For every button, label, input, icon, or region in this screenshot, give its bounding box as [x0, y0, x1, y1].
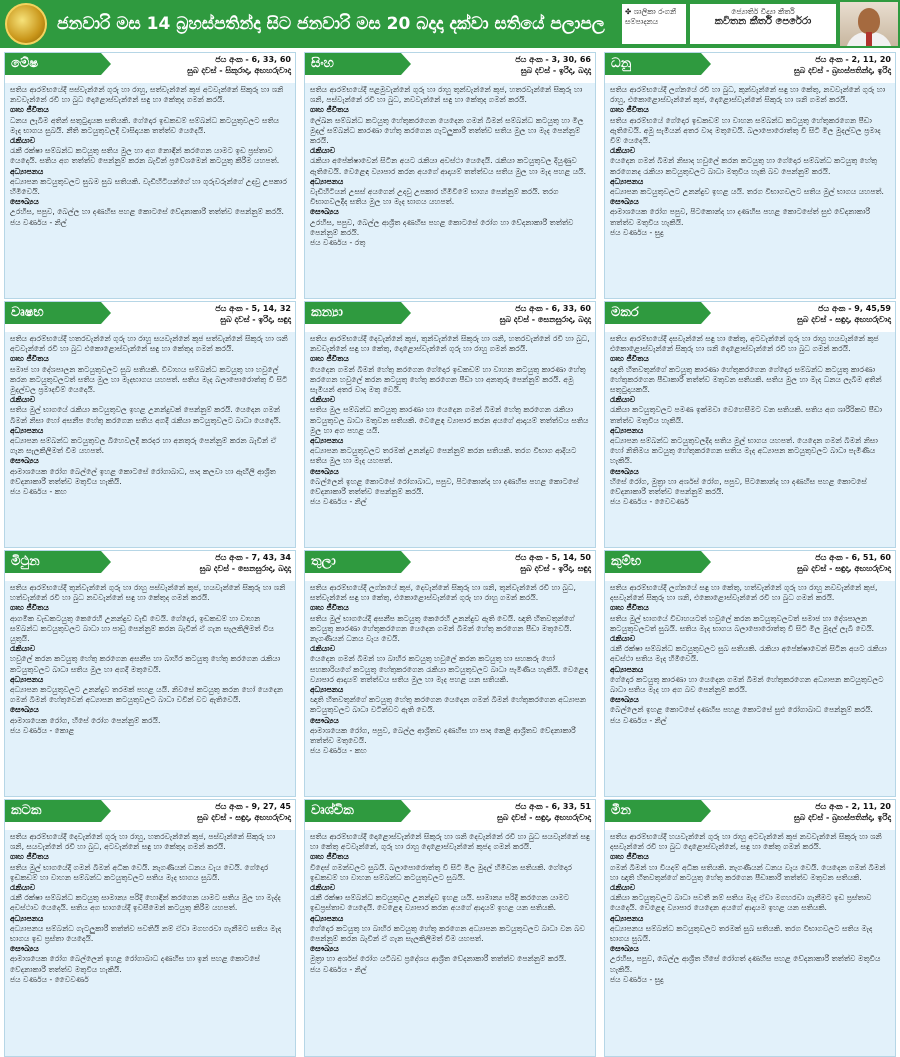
planet-positions: සතිය ආරම්භයේදී තුන්වැන්නේ ගුරු හා රාහු පස්වැන්නේ කුජ, හයවැන්නේ සිකුරු හා ශනි හත්වැන්නේ රවි හා බුධ නවවැන්නේ සඳු හා කේතුද ගමන් කරයි. [10, 583, 286, 603]
section-label-health: සෞඛ්‍යය [10, 456, 39, 466]
job-text: හවුලේ කරන කටයුතු හේතු කරගෙන අසනීප හා බාහිර කටයුතු හේතු කරගෙන රැකියා කටයුතුවලට බාධා සතිය මුල හා අගදී මතුවෙයි. [10, 654, 281, 674]
section-label-health: සෞඛ්‍යය [610, 197, 639, 207]
good-days: සුබ දවස් - සිකුරාදා, අඟහරුවාදා [187, 66, 291, 75]
section-label-health: සෞඛ්‍යය [310, 944, 339, 954]
home-life-text: සතිය ආරම්භයේ ගේදොර ඉඩකඩම් හා වාහන සම්බන්ධ කටයුතු හේතුකරගෙන පීඩා ඇතිවෙයි. අමු සැමියන් අතර වාද මතුවෙයි. බලාපොරොත්තු වී සිටි මිල මුදල්වල ප්‍රමාද වීම් යෙදෙයි. [610, 115, 881, 146]
planet-positions: සතිය ආරම්භයේදී දසවැන්නේ සඳු හා කේතු, අටවැන්නේ ගුරු හා රාහු හයවැන්නේ කුජ එකොළොස්වැන්නේ සිකුරු හා ශනි දොළොස්වැන්නේ රවි හා බුධ ගමන් කරයි. [610, 334, 879, 354]
card-header [605, 302, 895, 332]
health-text: හිසේ රෝග, මුත්‍රා හා අර්ශස් රෝග, පපුව, පිටකොන්ද හා දණහිස පහළ කොටසේ වේදනාකාරී තත්ත්ව පෙන්නුම් කරයි. [610, 476, 867, 497]
health-text: මුත්‍රා හා අර්ශස් රෝග යටිබඩ ප්‍රදේශය ආශ්‍රිත වේදනාකාරී තත්ත්ව පෙන්නුම් කරයි. [310, 954, 567, 964]
zodiac-grid [4, 52, 896, 1057]
card-header [5, 53, 295, 83]
section-label-home: ගෘහ ජීවිතය [310, 105, 349, 115]
emblem-icon [5, 3, 47, 45]
study-text: ඥාති හිතවතුන්ගේ කටයුතු හේතු කරගෙන යෙදෙන ගමන් බිමන් හේතුකරගෙන අධ්‍යාපන කටයුතුවලට බාධා වටින්වට ඇති වෙයි. [310, 695, 587, 715]
page-title: ජනවාරි මස 14 බ්‍රහස්පතින්දා සිට ජනවාරි මස 20 බදාදා දක්වා සතියේ පලාපල [57, 14, 605, 34]
section-label-home: ගෘහ ජීවිතය [10, 852, 49, 862]
zodiac-card [604, 799, 896, 1057]
good-days: සුබ දවස් - බ්‍රහස්පතින්දා, ඉරිදා [793, 66, 891, 75]
section-label-home: ගෘහ ජීවිතය [10, 105, 49, 115]
lucky-info [794, 801, 891, 823]
health-text: උරහිස, පපුව, බෙල්ල හා දණහිස පහළ කොටසේ වේදනාකාරී තත්ත්ව පෙන්නුම් කරයි. [10, 207, 284, 217]
lucky-color: ජය වර්ණය - වෛවර්ණ [610, 497, 689, 507]
lucky-info [794, 54, 891, 76]
planet-positions: සතිය ආරම්භයේදී ලග්නයේ සඳු හා කේතු, හත්වැන්නේ ගුරු හා රාහු නවවැන්නේ කුජ, දසවැන්නේ සිකුරු හා ශනි, එකොළොස්වැන්නේ රවි හා බුධ ගමන් කරයි. [610, 583, 878, 603]
zodiac-card [304, 550, 596, 797]
job-text: සතිය මුල් භාගයේ රැකියා කටයුතුවල ඉහළ උනන්දුවක් පෙන්නුම් කරයි. යෙදෙන ගමන් බිමන් නිසා හෝ අසනීප හේතු කරගෙන සතිය අගදී රැකියා කටයුතුවලට බාධා යෙදෙයි. [10, 405, 282, 425]
good-days: සුබ දවස් - සඳුදා, අඟහරුවාදා [497, 813, 591, 822]
lucky-numbers: ජය අංක - 6, 51, 60 [815, 553, 891, 562]
compiler-role: සම්පාදනය [625, 17, 659, 26]
lucky-color: ජය වර්ණය - කොළ [10, 725, 75, 735]
card-body [305, 332, 595, 507]
lucky-color: ජය වර්ණය - වෛවර්ණ [10, 974, 89, 984]
good-days: සුබ දවස් - ඉරිදා, සඳුදා [520, 564, 591, 573]
card-body [605, 581, 895, 726]
section-label-home: ගෘහ ජීවිතය [610, 105, 649, 115]
section-label-home: ගෘහ ජීවිතය [310, 603, 349, 613]
lucky-color: ජය වර්ණය - නිල් [310, 497, 367, 507]
zodiac-card [604, 301, 896, 548]
home-life-text: විදෙස් ගමන්වලට සුබයි. බලාපොරොත්තු වී සිටි මිල මුදල් හිමිවන සතියකි. ගේදොර ඉඩකඩම් හා වාහන සම්බන්ධ කටයුතුවලට සුබයි. [310, 862, 572, 882]
section-label-job: රැකියාව [10, 395, 36, 405]
section-label-study: අධ්‍යාපනය [610, 913, 644, 923]
good-days: සුබ දවස් - සඳුදා, අඟහරුවාදා [797, 315, 891, 324]
card-header [305, 800, 595, 830]
lucky-numbers: ජය අංක - 9, 45,59 [818, 304, 891, 313]
sign-name: මේෂ [5, 53, 101, 75]
lucky-color: ජය වර්ණය - කහ [10, 487, 67, 497]
sign-name: කන්‍යා [305, 302, 401, 324]
card-body [5, 83, 295, 228]
study-text: අධ්‍යාපනය සම්බන්ධ ගැටලුකාරී තත්ත්ව පවතියි නම් ඒවා මගහරවා ගැනීමට සතිය මැද භාගය ඉඩ ප්‍රස්තා යෙදෙයි. [10, 923, 282, 944]
card-header [5, 800, 295, 830]
study-text: ගේදොර කටයුතු කාරණා හා යෙදෙන ගමන් බිමන් හේතුකරගෙන අධ්‍යාපන කටයුතුවලට බාධා සතිය මැද හා අග බව පෙන්නුම් කරයි. [610, 674, 884, 695]
job-text: රැකී රක්ෂා සම්බන්ධ කටයුතුවල උනන්දුව ඉහළ යයි. සාමාන්‍ය පරිදි කරගෙන යාමට ඉඩප්‍රස්තාව යෙදෙයි. වෙළෙඳ ව්‍යාපාර කරන අයගේ ආදායම් ඉහළ යන සතියකි. [310, 893, 570, 913]
sign-name: සිංහ [305, 53, 401, 75]
home-life-text: සමාජ හා දේශපාලන කටයුතුවලට සුබ සතියකි. විවාහය සම්බන්ධ කටයුතු හා හවුලේ කරන කටයුතුවලටත් සතිය මුල හා මැදභාගය යහපත්. සතිය මැද බලාපොරොත්තු වී සිටි මුදල්වල ප්‍රමාදවීම් යෙදෙයි. [10, 364, 288, 395]
card-body [605, 83, 895, 238]
section-label-study: අධ්‍යාපනය [310, 913, 344, 923]
section-label-home: ගෘහ ජීවිතය [610, 852, 649, 862]
card-header [305, 53, 595, 83]
lucky-info [515, 54, 591, 76]
section-label-study: අධ්‍යාපනය [10, 166, 44, 176]
section-label-health: සෞඛ්‍යය [610, 944, 639, 954]
section-label-health: සෞඛ්‍යය [610, 466, 639, 476]
health-text: බෙල්ලෙන් ඉහළ කොටසේ රෝගාබාධ, පපුව, පිටකොන්ද හා දණහිස පහළ කොටසේ වේදනාකාරී තත්ත්ව පෙන්නුම් කරයි. [310, 476, 579, 497]
home-life-text: සතිය මුල් භාගයේ විවාහයටත් හවුලේ කරන කටයුතුවලටත් සමාජ හා දේශපාලන කටයුතුවලටත් සුබයි. සතිය මැද භාගය බලාපොරොත්තු වී සිටි මිල මුදල් ලැබී වෙයි. [610, 613, 875, 633]
card-body [605, 332, 895, 507]
home-life-text: යෙදෙන ගමන් බිමන් හේතු කරගෙන ගේදොර ඉඩකඩම් හා වාහන කටයුතු කාරණා හේතු කරගෙන හවුලේ කරන කටයුතු හේතු කරගෙන පීඩා හා අනතුරු පෙන්නුම් කරයි. අමු සැමියන් අතර වාද මතු වෙයි. [310, 364, 586, 395]
card-body [5, 830, 295, 985]
lucky-color: ජය වර්ණය - රතු [310, 238, 366, 248]
section-label-job: රැකියාව [610, 883, 636, 893]
card-header [5, 551, 295, 581]
lucky-numbers: ජය අංක - 3, 30, 66 [515, 55, 591, 64]
section-label-health: සෞඛ්‍යය [310, 207, 339, 217]
card-header [5, 302, 295, 332]
lucky-numbers: ජය අංක - 5, 14, 50 [515, 553, 591, 562]
job-text: රැකියා කටයුතුවලට පමණ ඉක්මවා වෙහෙසීමට වන සතියකි. සතිය අග ශාරීරිකව පීඩා තත්ත්ව මතුවිය හැකියි. [610, 405, 882, 425]
astrologer-photo [840, 2, 898, 46]
home-life-text: සතිය මුල් භාගයේදී ගමන් බිමන් අධික වෙයි. නැගණියන් ධනය වැය වෙයි. ගේදොර ඉඩකඩම් හා වාහන සම්බන්ධ කටයුතුවලට සතිය මැද භාගය සුබයි. [10, 862, 269, 882]
good-days: සුබ දවස් - ඉරිදා, බදාදා [520, 66, 591, 75]
lucky-color: ජය වර්ණය - නිල් [610, 715, 667, 725]
card-header [605, 53, 895, 83]
sign-name: කටක [5, 800, 101, 822]
section-label-health: සෞඛ්‍යය [310, 466, 339, 476]
section-label-home: ගෘහ ජීවිතය [310, 354, 349, 364]
health-text: ආමාශයෙක රෝග, පපුව, බෙල්ල ආශ්‍රිතව දණහිස හා පාද කෙළි ආශ්‍රිතව වේදනාකාරී තත්ත්ව මතුවෙයි. [310, 725, 576, 746]
section-label-study: අධ්‍යාපනය [10, 425, 44, 435]
planet-positions: සතිය ආරම්භයේදී දෙවැන්නේ ගුරු හා රාහු, හතරවැන්නේ කුජ, පස්වැන්නේ සිකුරු හා ශනි, සයවැන්නේ රවි හා බුධ, අටවැන්නේ සඳු හා කේතුද ගමන් කරයි. [10, 832, 276, 852]
study-text: වැඩිහිටියන් උසස් අයගෙන් උදවු උපකාර හිමිවීමේ භාග්‍ය පෙන්නුම් කරයි. තරග විභාගවලදීද සතිය මුල හා මැද භාගය යහපත්. [310, 187, 559, 207]
sign-name: වෘශ්චික [305, 800, 401, 822]
planet-positions: සතිය ආරම්භයේදී දෙවැන්නේ කුජ, තුන්වැන්නේ සිකුරු හා ශනි, හතරවැන්නේ රවි හා බුධ, නවවැන්නේ සඳු හා කේතු, දොළොස්වැන්නේ ගුරු හා රාහු ගමන් කරයි. [310, 334, 590, 354]
planet-positions: සතිය ආරම්භයේදී හතරවැන්නේ ගුරු හා රාහු සයවැන්නේ කුජ සත්වැන්නේ සිකුරු හා ශනි අටවැන්නේ රවි හා බුධ එකොළොස්වැන්නේ සඳු හා කේතුද ගමන් කරයි. [10, 334, 288, 354]
health-text: උරහිස, පපුව, බෙල්ල ආශ්‍රිත දණහිස පහළ කොටසේ රෝග හා වේදනාකාරී තත්ත්ව පෙන්නුම් කරයි. [310, 217, 574, 237]
zodiac-card [604, 52, 896, 299]
health-text: ආමාශයෙක රෝග බෙල්ලෙන් ඉහළ රෝගාබාධ දණහිස හා ඉන් පහළ කොටසේ වේදනාකාරී තත්ත්ව මතුවිය හැකියි. [10, 954, 260, 974]
home-life-text: ගමන් බිමන් හා වියදම් අධික සතියකි. නැගණියන් ධනය වැය වෙයි. යෙදෙන ගමන් බිමන් හා ඥාති හිතවතුන්ගේ කටයුතු හේතු කරගෙන පීඩාකාරී තත්ත්ව මතුවන සතියකි. [610, 862, 886, 882]
good-days: සුබ දවස් - ඉරිදා, සඳුදා [220, 315, 291, 324]
lucky-numbers: ජය අංක - 6, 33, 51 [515, 802, 591, 811]
lucky-color: ජය වර්ණය - නිල් [310, 964, 367, 974]
sign-name: තුලා [305, 551, 401, 573]
home-life-text: ආගමික වැඩකටයුතු කෙරෙහි උනන්දුව වැඩි වෙයි. ගේදොර, ඉඩකඩම් හා වාහන සම්බන්ධ කටයුතුවලට බාධා හා පාඩු පෙන්නුම් කරන බැවින් ඒ ගැන සැලකිලිමත් විය යුතුයි. [10, 613, 274, 644]
section-label-job: රැකියාව [310, 644, 336, 654]
study-text: අධ්‍යාපන කටයුතුවලට උනන්දුව තරමක් පහළ යයි. නිවසේ කටයුතු කරන හෝ යෙදෙන ගමන් බිමන් හේතුවෙන් අධ්‍යාපන කටයුතුවලට බාධා වවින් වට ඇතිවෙයි. [10, 685, 283, 705]
lucky-info [197, 801, 291, 823]
section-label-job: රැකියාව [10, 883, 36, 893]
card-header [305, 302, 595, 332]
health-text: ආමාශයෙක රෝග, හිසේ රෝග පෙන්නුම් කරයි. [10, 715, 161, 725]
planet-positions: සතිය ආරම්භයේදී හයවැන්නේ ගුරු හා රාහු අටවැන්නේ කුජ නවවැන්නේ සිකුරු හා ශනි දසවැන්නේ රවි හා බුධ දොළොස්වැන්නේ, සඳු හා කේතු ගමන් කරයි. [610, 832, 882, 852]
good-days: සුබ දවස් - සඳුදා, අඟහරුවාදා [197, 813, 291, 822]
study-text: අධ්‍යාපනය සම්බන්ධ කටයුතුවලට තරමක් සුබ සතියකි. තරග විභාගවලට සතිය මැද භාගය සුබයි. [610, 923, 873, 944]
card-header [605, 800, 895, 830]
zodiac-card [4, 799, 296, 1057]
section-label-study: අධ්‍යාපනය [610, 425, 644, 435]
zodiac-card [4, 550, 296, 797]
sign-name: මීන [605, 800, 701, 822]
lucky-color: ජය වර්ණය - කහ [310, 746, 367, 756]
planet-positions: සතිය ආරම්භයේදී ලග්නයේ කුජ, දෙවැන්නේ සිකුරු හා ශනි, තුන්වැන්නේ රවි හා බුධ, සත්වැන්නේ සඳු හා කේතු, එකොළොස්වැන්නේ ගුරු හා රාහු ගමන් කරයි. [310, 583, 576, 603]
section-label-job: රැකියාව [610, 146, 636, 156]
lucky-info [187, 54, 291, 76]
section-label-study: අධ්‍යාපනය [10, 674, 44, 684]
health-text: ආමාශයෙක රෝග පපුව, පිටකොන්ද හා දණහිස පහළ කොටසේත් සුළු වේදනාකාරී තත්ත්ව මතුවිය හැකියි. [610, 207, 871, 227]
job-text: යෙදෙන ගමන් බිමන් හා බාහිර කටයුතු හවුලේ කරන කටයුතු හා සහකරු හෝ සහකාරියගේ කටයුතු හේතුකරගෙන රැකියා කටයුතුවලට බාධා පැමිණිය හැකියි. වෙළෙඳ ව්‍යාපාර ආදායම් තත්ත්වය සතිය මුල හා මැද පහළ යන සතියකි. [310, 654, 589, 684]
card-body [5, 332, 295, 497]
lucky-numbers: ජය අංක - 9, 27, 45 [215, 802, 291, 811]
home-life-text: ලේඛන සම්බන්ධ කටයුතු හේතුකරගෙන යෙදෙන ගමන් බිමන් සම්බන්ධ කටයුතු හා මිල මුදල් සම්බන්ධ කාරණා හේතු කරගෙන ගැටලුකාරී තත්ත්ව සතිය මුල හා මැද පෙන්නුම් කරයි. [310, 115, 584, 146]
section-label-study: අධ්‍යාපනය [310, 176, 344, 186]
job-text: රැකී රක්ෂා සම්බන්ධ කටයුතු සතිය මුල හා අග නොඳින් කරගෙන යාමට ඉඩ ප්‍රස්තාව යෙදෙයි. සතිය අග තත්ත්ව පෙන්නුම් කරන බැවින් ප්‍රවේශමෙන් කටයුතු කිරීම යහපත්. [10, 146, 280, 166]
job-text: රැකියා කටයුතුවලට බාධා පවතී නම් සතිය මැද ඒවා මගහරවා ගැනීමට ඉඩ ප්‍රස්තාව යෙදෙයි. වෙළෙඳ ව්‍යාපාර යෙදෙන අයගේ ආදායම ඉහළ යන සතියකි. [610, 893, 872, 913]
lucky-numbers: ජය අංක - 5, 14, 32 [215, 304, 291, 313]
home-life-text: ඥාති හිතවතුන්ගේ කටයුතු කාරණා හේතුකරගෙන ගේදොර සම්බන්ධ කටයුතු කාරණා හේතුකරගෙන පීඩාකාරී තත්ත්ව මතුවන සතියකි. සතිය මුල හා මැද ධනය ලැබීම අතින් සතුටුදායකයි. [610, 364, 882, 395]
lucky-info [515, 552, 591, 574]
section-label-job: රැකියාව [10, 644, 36, 654]
section-label-study: අධ්‍යාපනය [610, 664, 644, 674]
compiler-credit [622, 4, 686, 44]
zodiac-card [304, 52, 596, 299]
sign-name: මකර [605, 302, 701, 324]
lucky-color: ජය වර්ණය - සුදු [610, 227, 664, 237]
card-body [305, 83, 595, 248]
section-label-health: සෞඛ්‍යය [310, 715, 339, 725]
health-text: බෙල්ලෙන් ඉහළ කොටසේ දණහිස පහළ කොටසේ සුළු රෝගාබාධ පෙන්නුම් කරයි. [610, 705, 873, 715]
card-header [605, 551, 895, 581]
planet-positions: සතිය ආරම්භයේදී පළමුවැන්නේ ගුරු හා රාහු තුන්වැන්නේ කුජ, හතරවැන්නේ සිකුරු හා ශනි, පස්වැන්නේ රවි හා බුධ, නවවැන්නේ සඳු හා කේතුද ගමන් කරයි. [310, 85, 583, 105]
lucky-numbers: ජය අංක - 6, 33, 60 [215, 55, 291, 64]
section-label-home: ගෘහ ජීවිතය [10, 603, 49, 613]
lucky-info [797, 552, 891, 574]
lucky-info [797, 303, 891, 325]
section-label-health: සෞඛ්‍යය [10, 944, 39, 954]
section-label-home: ගෘහ ජීවිතය [610, 603, 649, 613]
lucky-info [215, 303, 291, 325]
card-body [5, 581, 295, 736]
section-label-health: සෞඛ්‍යය [610, 695, 639, 705]
job-text: රැකී රක්ෂා සම්බන්ධ කටයුතුවලට සුබ සතියකි. රැකියා අපේක්ෂාවෙන් සිටින අයට රැකියා අවස්ථා සතිය මැද හිමිවෙයි. [610, 644, 887, 664]
study-text: අධ්‍යාපන කටයුතුවලට සුබම සුබ සතියකි. වැඩිහිටියන්ගේ හා ගුරුවරුන්ගේ උදවු උපකාර හිමිවෙයි. [10, 176, 287, 197]
card-header [305, 551, 595, 581]
job-text: රැකී රක්ෂා සම්බන්ධ කටයුතු සාමාන්‍ය පරිදි හොඳින් කරගෙන යාමට සතිය මුල හා මැද්ද අවස්ථාව යෙදෙයි. සතිය අග භාගයේදී ඉවසීමෙන් කටයුතු කිරීම යහපත්. [10, 893, 281, 913]
lucky-color: ජය වර්ණය - නිල් [10, 217, 67, 227]
section-label-job: රැකියාව [310, 146, 336, 156]
good-days: සුබ දවස් - සෙනසුරාදා, බදාදා [199, 564, 291, 573]
card-body [605, 830, 895, 985]
good-days: සුබ දවස් - සඳුදා, අඟහරුවාදා [797, 564, 891, 573]
section-label-study: අධ්‍යාපනය [310, 685, 344, 695]
good-days: සුබ දවස් - සෙනසුරාදා, බදාදා [499, 315, 591, 324]
job-text: රැකියා අපේක්ෂාවෙන් සිටින අයට රැකියා අවස්ථා යෙදෙයි. රැකියා කටයුතුවල දියුණුව ඇතිවෙයි. වෙළෙඳ ව්‍යාපාර කරන අයගේ ආදායම් තත්ත්වය සතිය මුල හා මැද පහළ යයි. [310, 156, 587, 176]
planet-positions: සතිය ආරම්භයේදී දොළොස්වැන්නේ සිකුරු හා ශනි දෙවැන්නේ රවි හා බුධ සයවැන්නේ සඳු හා කේතු අටවැන්නේ, ගුරු හා රාහු දොළොස්වැන්නේ කුජද ගමන් කරයි. [310, 832, 590, 852]
job-text: යෙදෙන ගමන් බිමන් නිසාද හවුලේ කරන කටයුතු හා ගේදොර සම්බන්ධ කටයුතු හේතු කරගෙනද රැකියා කටයුතුවලට බාධා මතුවිය හැකි බව පෙන්නුම් කරයි. [610, 156, 877, 176]
compiler-name: ✤ ශාලිකා රංගනී [625, 7, 677, 16]
section-label-study: අධ්‍යාපනය [10, 913, 44, 923]
section-label-job: රැකියාව [10, 136, 36, 146]
job-text: සතිය මුල සම්බන්ධ කටයුතු කාරණා හා යෙදෙන ගමන් බිමන් හේතු කරගෙන රැකියා කටයුතුවල බාධා මතුවන සතියකි. වෙළෙඳ ව්‍යාපාර කරන අයගේ ආදායම් තත්ත්වය සතිය මුල හා අග පහළ යයි. [310, 405, 589, 435]
study-text: අධ්‍යාපන සම්බන්ධ කටයුතුවල බිහෙවලදී කරදර හා අනතුරු පෙන්නුම් කරන බැවින් ඒ ගැන සැලකිලිමත් වීම යහපත්. [10, 436, 277, 456]
home-life-text: ධනය ලැබීම අතින් සතුටුදායක සතියකි. ගේදොර ඉඩකඩම් සම්බන්ධ කටයුතුවලට සතිය මැද භාගය සුබයි. නීති කටයුතුවලදී වාසිදායක තත්ත්ව යෙදෙයි. [10, 115, 280, 135]
zodiac-card [4, 52, 296, 299]
zodiac-card [604, 550, 896, 797]
section-label-home: ගෘහ ජීවිතය [610, 354, 649, 364]
planet-positions: සතිය ආරම්භයේදී පස්වැන්නේ ගුරු හා රාහු, සත්වැන්නේ කුජ අටවැන්නේ සිකුරු හා ශනි නවවැන්නේ රවි හා බුධ දොළොස්වැන්නේ සඳු හා කේතුද ගමන් කරයි. [10, 85, 284, 105]
study-text: අධ්‍යාපන සම්බන්ධ කටයුතුවලදිද සතිය මුල් භාගය යහපත්. යෙදෙන ගමන් බිමන් නිසා හෝ නිතිමය කටයුතු හේතුකරගෙන සතිය මැද අධ්‍යාපන කටයුතුවලට බාධා පැමිණිය හැකියි. [610, 436, 878, 466]
study-text: අධ්‍යාපන කටයුතුවලට උනන්දුව ඉහළ යයි. තරග විභාගවලට සතිය මුල් භාගය යහපත්. [610, 187, 884, 197]
section-label-job: රැකියාව [310, 883, 336, 893]
lucky-numbers: ජය අංක - 6, 33, 60 [515, 304, 591, 313]
section-label-study: අධ්‍යාපනය [310, 436, 344, 446]
lucky-numbers: ජය අංක - 7, 43, 34 [215, 553, 291, 562]
sign-name: මිථුන [5, 551, 101, 573]
astrologer-title: ජ්‍යොතිර් විද්‍යා කීර්ති [731, 7, 795, 16]
zodiac-card [304, 301, 596, 548]
zodiac-card [4, 301, 296, 548]
health-text: ආමාශයෙක රෝග බෙල්ලේ ඉහළ කොටසේ රෝගාබාධ, පාද කලවා හා ඇඟිලි ආශ්‍රිත වේදනාකාරී තත්ත්ව මතුවිය හැකියි. [10, 466, 276, 486]
study-text: අධ්‍යාපන කටයුතුවලට තරමක් උනන්දුව පෙන්නුම් කරන සතියකි. තරග විභාග ආදියට සතිය මුල හා මැද යහපත්. [310, 446, 577, 466]
lucky-info [500, 303, 591, 325]
lucky-numbers: ජය අංක - 2, 11, 20 [815, 802, 891, 811]
section-label-health: සෞඛ්‍යය [10, 197, 39, 207]
lucky-info [497, 801, 591, 823]
section-label-study: අධ්‍යාපනය [610, 176, 644, 186]
section-label-home: ගෘහ ජීවිතය [10, 354, 49, 364]
sign-name: ධනු [605, 53, 701, 75]
health-text: උරහිස, පපුව, බෙල්ල ආශ්‍රිත හිසේ රෝගත් දණහිස පහළ වේදනාකාරී තත්ත්ව මතුවිය හැකියි. [610, 954, 881, 974]
planet-positions: සතිය ආරම්භයේදී ලග්නයේ රවි හා බුධ, කුන්වැන්නේ සඳු හා කේතු, නවවැන්නේ ගුරු හා රාහු, එකොළොස්වැන්නේ කුජ, දොළොස්වැන්නේ සිකුරු හා ශනි ගමන් කරයි. [610, 85, 886, 105]
astrologer-credit [690, 4, 836, 44]
section-label-job: රැකියාව [610, 634, 636, 644]
section-label-home: ගෘහ ජීවිතය [310, 852, 349, 862]
card-body [305, 581, 595, 756]
lucky-color: ජය වර්ණය - සුදු [610, 974, 664, 984]
study-text: ගේදොර කටයුතු හා බාහිර කටයුතු හේතු කරගෙන අධ්‍යාපන කටයුතුවලට බාධා වන බව පෙන්නුම් කරන බැවින් ඒ ගැන සැලකිලිමත් වීම යහපත්. [310, 923, 586, 944]
sign-name: කුම්භ [605, 551, 701, 573]
section-label-job: රැකියාව [310, 395, 336, 405]
lucky-info [200, 552, 291, 574]
home-life-text: සතිය මුල් භාගයේදී අසනීප කටයුතු කෙරෙහි උනන්දුව ඇති වෙයි. ඥාති හිතවතුන්ගේ කටයුතු කාරණා හේතුකරගෙන යෙදෙන ගමන් බිමන් හේතු කරගෙන පීඩා මතුවෙයි. නැගණියන් ධනය වැය වෙයි. [310, 613, 575, 644]
section-label-job: රැකියාව [610, 395, 636, 405]
astrologer-name: කවිතන කීර්ති පෙරේරා [714, 16, 812, 27]
good-days: සුබ දවස් - බ්‍රහස්පතින්දා, ඉරිදා [793, 813, 891, 822]
card-body [305, 830, 595, 975]
section-label-health: සෞඛ්‍යය [10, 705, 39, 715]
zodiac-card [304, 799, 596, 1057]
lucky-numbers: ජය අංක - 2, 11, 20 [815, 55, 891, 64]
sign-name: වෘෂභ [5, 302, 101, 324]
